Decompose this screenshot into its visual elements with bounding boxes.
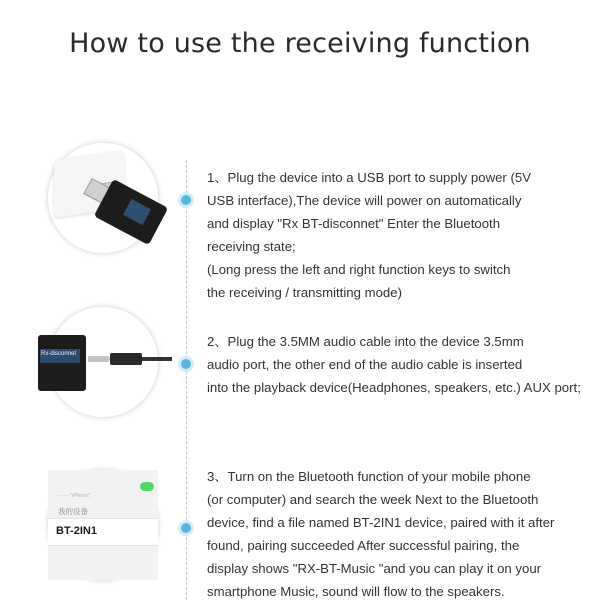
step-1-line: (Long press the left and right function keys to switch bbox=[207, 262, 511, 277]
dongle-screen-label: Rx-disconnet bbox=[41, 351, 77, 357]
step-3-text bbox=[207, 465, 587, 603]
step-1-line: 1、Plug the device into a USB port to supply power (5V bbox=[207, 170, 532, 185]
device-name: BT-2IN1 bbox=[56, 525, 97, 537]
step-2-line: 2、Plug the 3.5MM audio cable into the device 3.5mm bbox=[207, 334, 524, 349]
step-2-line: into the playback device(Headphones, speakers, etc.) AUX port; bbox=[207, 380, 581, 395]
bluetooth-dongle bbox=[38, 335, 86, 391]
step-1-line: the receiving / transmitting mode) bbox=[207, 285, 402, 300]
usb-power-illustration bbox=[48, 143, 158, 253]
timeline-line bbox=[186, 160, 187, 600]
phone-bluetooth-illustration bbox=[48, 470, 158, 580]
device-row bbox=[48, 518, 158, 546]
bluetooth-toggle bbox=[140, 482, 154, 491]
page-title: How to use the receiving function bbox=[69, 28, 531, 59]
timeline-dot-2 bbox=[181, 359, 191, 369]
audio-jack-tip bbox=[88, 356, 110, 362]
step-3-line: found, pairing succeeded After successful pairing, the bbox=[207, 538, 520, 553]
step-3-line: (or computer) and search the week Next to the Bluetooth bbox=[207, 492, 539, 507]
my-devices-header: 我的设备 bbox=[58, 507, 88, 516]
step-1-line: USB interface),The device will power on automatically bbox=[207, 193, 522, 208]
step-1-line: receiving state; bbox=[207, 239, 296, 254]
audio-jack-plug bbox=[110, 353, 142, 365]
step-1-text bbox=[207, 166, 587, 304]
phone-hint-text: ··· ···· "iPhone"。 bbox=[56, 493, 95, 499]
step-3-line: device, find a file named BT-2IN1 device, paired with it after bbox=[207, 515, 555, 530]
step-3-line: smartphone Music, sound will flow to the speakers. bbox=[207, 584, 505, 599]
timeline-dot-1 bbox=[181, 195, 191, 205]
timeline-dot-3 bbox=[181, 523, 191, 533]
step-3-line: 3、Turn on the Bluetooth function of your mobile phone bbox=[207, 469, 531, 484]
audio-cable-illustration bbox=[41, 307, 158, 417]
step-1-line: and display "Rx BT-disconnet" Enter the Bluetooth bbox=[207, 216, 501, 231]
step-2-text bbox=[207, 330, 587, 399]
step-2-line: audio port, the other end of the audio cable is inserted bbox=[207, 357, 523, 372]
audio-cable bbox=[142, 357, 172, 361]
step-3-line: display shows "RX-BT-Music "and you can play it on your bbox=[207, 561, 542, 576]
